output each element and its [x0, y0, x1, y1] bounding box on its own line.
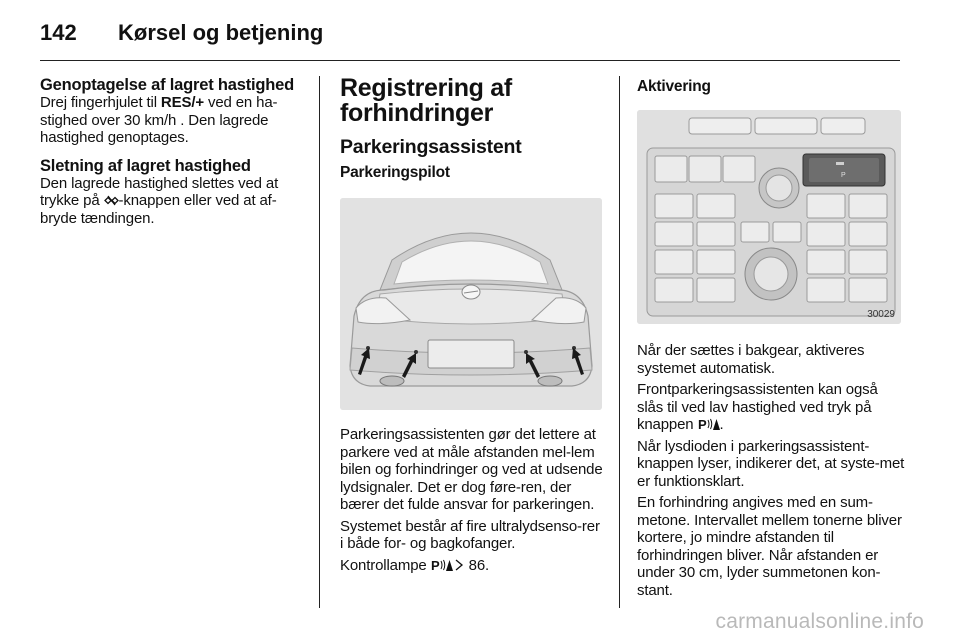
figure-number: 30029 — [867, 309, 895, 320]
page-title: Kørsel og betjening — [118, 20, 324, 45]
paragraph-delete-speed: Den lagrede hastighed slettes ved at trykke på -knappen eller ved at af-bryde tændingen. — [40, 174, 279, 227]
column-divider-2 — [619, 76, 620, 608]
svg-text:P: P — [841, 172, 846, 179]
page-number: 142 — [40, 20, 77, 45]
cancel-symbol-icon — [104, 194, 119, 207]
paragraph-led-indicator: Når lysdioden i parkeringsassistent-knappen lyser, indikerer det, at syste-met er funktionsklart. — [637, 437, 905, 490]
section-subtitle: Parkeringsassistent — [340, 136, 522, 158]
car-rear-illustration — [340, 198, 602, 410]
paragraph-parking-assist: Parkeringsassistenten gør det lettere at parkere ved at måle afstanden mel-lem bilen og forhindringer og ved at udsende lydsignaler. Det er dog føre-ren, der bærer det fulde ansvar for parkeringen. — [340, 426, 603, 513]
svg-text:P: P — [697, 417, 707, 431]
heading-delete-speed: Sletning af lagret hastighed — [40, 156, 251, 175]
column-right — [637, 76, 905, 599]
paragraph-front-assist: Frontparkeringsassistenten kan også slås til ved lav hastighed ved tryk på knappen P . — [637, 381, 878, 433]
heading-resume-speed: Genoptagelse af lagret hastighed — [40, 76, 294, 94]
svg-text:P: P — [430, 557, 440, 572]
page-reference-icon — [454, 559, 464, 571]
column-divider-1 — [319, 76, 320, 608]
paragraph-control-lamp: Kontrollampe P 86. — [340, 556, 490, 574]
paragraph-resume-speed: Drej fingerhjulet til RES/+ ved en ha-stighed over 30 km/h . Den lagrede hastighed genoptages. — [40, 94, 278, 146]
section-title: Registrering af forhindringer — [340, 74, 512, 127]
paragraph-reverse-gear: Når der sættes i bakgear, aktiveres systemet automatisk. — [637, 342, 865, 377]
res-plus-label: RES/+ — [160, 94, 204, 111]
header-rule — [40, 60, 900, 61]
parking-assist-icon — [698, 417, 720, 431]
section-subsubtitle: Parkeringspilot — [340, 164, 450, 181]
paragraph-buzzer: En forhindring angives med en sum-metone. Intervallet mellem tonerne bliver kortere, jo mindre afstanden til forhindringen bliver. Når afstanden er under 30 cm, lyder summetonen kon-stant. — [637, 494, 902, 599]
parking-assist-icon — [431, 558, 453, 572]
watermark: carmanualsonline.info — [715, 610, 924, 633]
page-header — [40, 16, 920, 56]
heading-activation: Aktivering — [637, 78, 711, 95]
column-left — [40, 76, 310, 227]
control-panel-illustration — [637, 110, 901, 324]
paragraph-sensors: Systemet består af fire ultralydsenso-rer i både for- og bagkofanger. — [340, 517, 600, 552]
column-middle — [340, 76, 604, 574]
